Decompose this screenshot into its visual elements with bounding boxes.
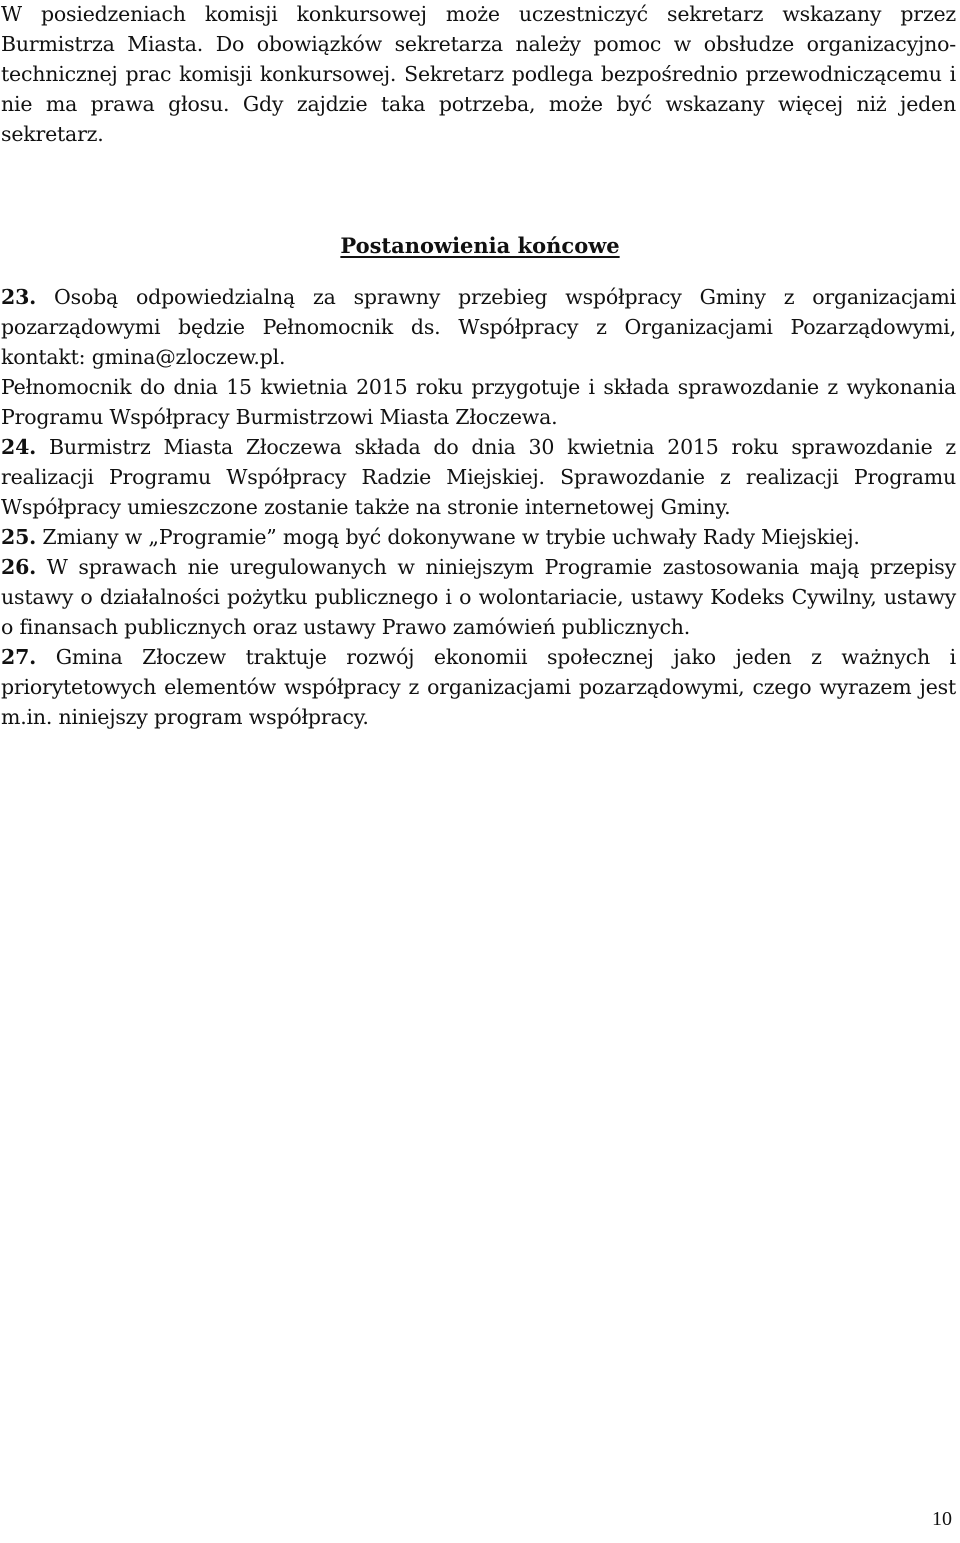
provision-number: 24. (1, 435, 37, 459)
provision-27 (1, 642, 956, 732)
provision-number: 27. (1, 645, 37, 669)
provision-24 (1, 432, 956, 522)
provision-26 (1, 552, 956, 642)
provision-number: 26. (1, 555, 37, 579)
provision-text: W sprawach nie uregulowanych w niniejszym Programie zastosowania mają przepisy ustawy o działalności pożytku publicznego i o wolontariacie, ustawy Kodeks Cywilny, ustawy o finansach publicznych oraz ustawy Prawo zamówień publicznych. (1, 555, 956, 639)
page-number: 10 (932, 1508, 952, 1530)
provision-23 (1, 282, 956, 372)
provision-23-continued (1, 372, 956, 432)
provision-25 (1, 522, 956, 552)
provision-text: Osobą odpowiedzialną za sprawny przebieg współpracy Gminy z organizacjami pozarządowymi będzie Pełnomocnik ds. Współpracy z Organizacjami Pozarządowymi, kontakt: gmina@zloczew.pl. (1, 285, 956, 369)
provision-number: 25. (1, 525, 37, 549)
provision-text: Pełnomocnik do dnia 15 kwietnia 2015 roku przygotuje i składa sprawozdanie z wykonania Programu Współpracy Burmistrzowi Miasta Złoczewa. (1, 375, 956, 429)
provision-text: Zmiany w „Programie” mogą być dokonywane w trybie uchwały Rady Miejskiej. (36, 525, 860, 549)
provision-text: Gmina Złoczew traktuje rozwój ekonomii społecznej jako jeden z ważnych i priorytetowych elementów współpracy z organizacjami pozarządowymi, czego wyrazem jest m.in. niniejszy program współpracy. (1, 645, 956, 729)
provision-text: Burmistrz Miasta Złoczewa składa do dnia 30 kwietnia 2015 roku sprawozdanie z realizacji Programu Współpracy Radzie Miejskiej. Sprawozdanie z realizacji Programu Współpracy umieszczone zostanie także na stronie internetowej Gminy. (1, 435, 956, 519)
provision-number: 23. (1, 285, 37, 309)
intro-paragraph: W posiedzeniach komisji konkursowej może uczestniczyć sekretarz wskazany przez Burmistrza Miasta. Do obowiązków sekretarza należy pomoc w obsłudze organizacyjno-technicznej prac komisji konkursowej. Sekretarz podlega bezpośrednio przewodniczącemu i nie ma prawa głosu. Gdy zajdzie taka potrzeba, może być wskazany więcej niż jeden sekretarz. (1, 2, 956, 146)
final-provisions (1, 282, 956, 732)
section-title: Postanowienia końcowe (340, 233, 620, 258)
